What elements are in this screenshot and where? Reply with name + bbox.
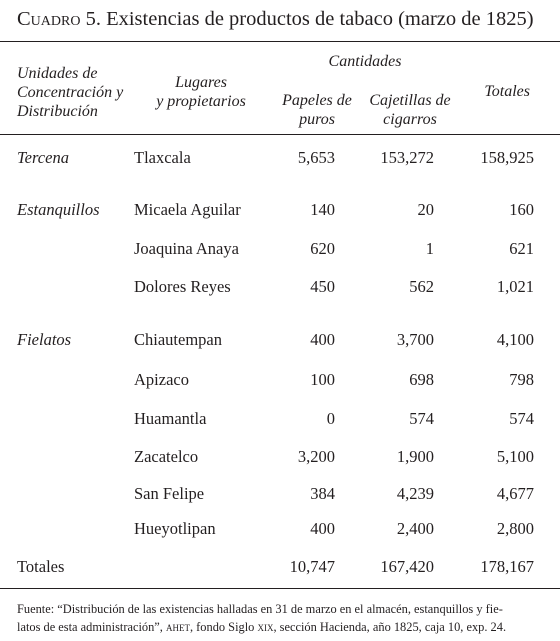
row-cajetillas: 3,700 xyxy=(396,330,434,349)
row-place: Joaquina Anaya xyxy=(134,239,239,258)
table-number: Cuadro 5. xyxy=(17,8,101,30)
row-cajetillas: 1,900 xyxy=(396,447,434,466)
row-cajetillas: 562 xyxy=(409,277,434,296)
row-total: 4,677 xyxy=(496,484,534,503)
bottom-rule xyxy=(0,588,560,589)
row-papeles: 400 xyxy=(310,330,335,349)
header-totals: Totales xyxy=(484,83,530,100)
footnote-line2-start: latos de esta administración”, xyxy=(17,620,166,634)
top-rule xyxy=(0,41,560,42)
totals-cajetillas: 167,420 xyxy=(380,557,434,576)
header-places-line: y propietarios xyxy=(156,93,246,110)
row-total: 798 xyxy=(509,370,534,389)
row-total: 621 xyxy=(509,239,534,258)
row-place: Tlaxcala xyxy=(134,148,191,167)
row-cajetillas: 20 xyxy=(417,200,434,219)
footnote-line2-end: , sección Hacienda, año 1825, caja 10, exp. 24. xyxy=(273,620,507,634)
row-papeles: 384 xyxy=(310,484,335,503)
row-group: Estanquillos xyxy=(17,200,100,219)
row-place: San Felipe xyxy=(134,484,205,503)
row-total: 1,021 xyxy=(496,277,534,296)
table-title xyxy=(17,8,534,31)
row-place: Dolores Reyes xyxy=(134,277,231,296)
row-cajetillas: 153,272 xyxy=(380,148,434,167)
header-places xyxy=(145,73,257,111)
row-total: 160 xyxy=(509,200,534,219)
header-group-line: Unidades de xyxy=(17,65,98,82)
row-papeles: 100 xyxy=(310,370,335,389)
row-place: Chiautempan xyxy=(134,330,222,349)
row-group: Fielatos xyxy=(17,330,72,349)
row-group: Tercena xyxy=(17,148,69,167)
header-group-line: Distribución xyxy=(17,103,98,120)
row-place: Huamantla xyxy=(134,409,207,428)
row-total: 158,925 xyxy=(480,148,534,167)
header-papeles-line: Papeles de xyxy=(282,92,352,109)
row-cajetillas: 574 xyxy=(409,409,434,428)
row-total: 4,100 xyxy=(496,330,534,349)
row-cajetillas: 2,400 xyxy=(396,519,434,538)
header-quantities: Cantidades xyxy=(328,53,402,70)
row-cajetillas: 698 xyxy=(409,370,434,389)
header-papeles-line: puros xyxy=(299,111,335,128)
source-footnote xyxy=(17,600,549,636)
header-papeles xyxy=(277,91,357,129)
header-group-line: Concentración y xyxy=(17,84,124,101)
row-papeles: 140 xyxy=(310,200,335,219)
header-places-line: Lugares xyxy=(175,74,227,91)
table-caption: Existencias de productos de tabaco (marzo de 1825) xyxy=(106,8,534,30)
row-place: Micaela Aguilar xyxy=(134,200,241,219)
row-papeles: 620 xyxy=(310,239,335,258)
row-total: 5,100 xyxy=(496,447,534,466)
row-total: 574 xyxy=(509,409,534,428)
totals-papeles: 10,747 xyxy=(289,557,335,576)
totals-label: Totales xyxy=(17,557,65,576)
header-cajetillas-line: cigarros xyxy=(383,111,437,128)
row-papeles: 0 xyxy=(326,409,335,428)
row-papeles: 450 xyxy=(310,277,335,296)
row-place: Zacatelco xyxy=(134,447,199,466)
footnote-archive: ahet xyxy=(165,620,190,634)
row-total: 2,800 xyxy=(496,519,534,538)
footnote-century: xix xyxy=(257,620,274,634)
row-cajetillas: 4,239 xyxy=(396,484,434,503)
row-place: Hueyotlipan xyxy=(134,519,216,538)
header-rule xyxy=(0,134,560,135)
header-cajetillas-line: Cajetillas de xyxy=(369,92,451,109)
header-cajetillas xyxy=(362,91,458,129)
row-papeles: 5,653 xyxy=(297,148,335,167)
row-papeles: 3,200 xyxy=(297,447,335,466)
footnote-line2-mid: , fondo Siglo xyxy=(189,620,258,634)
header-group xyxy=(17,64,123,121)
footnote-line1: Fuente: “Distribución de las existencias halladas en 31 de marzo en el almacén, estanquillos y fie- xyxy=(17,602,503,616)
totals-total: 178,167 xyxy=(480,557,534,576)
row-cajetillas: 1 xyxy=(425,239,434,258)
row-papeles: 400 xyxy=(310,519,335,538)
row-place: Apizaco xyxy=(134,370,189,389)
